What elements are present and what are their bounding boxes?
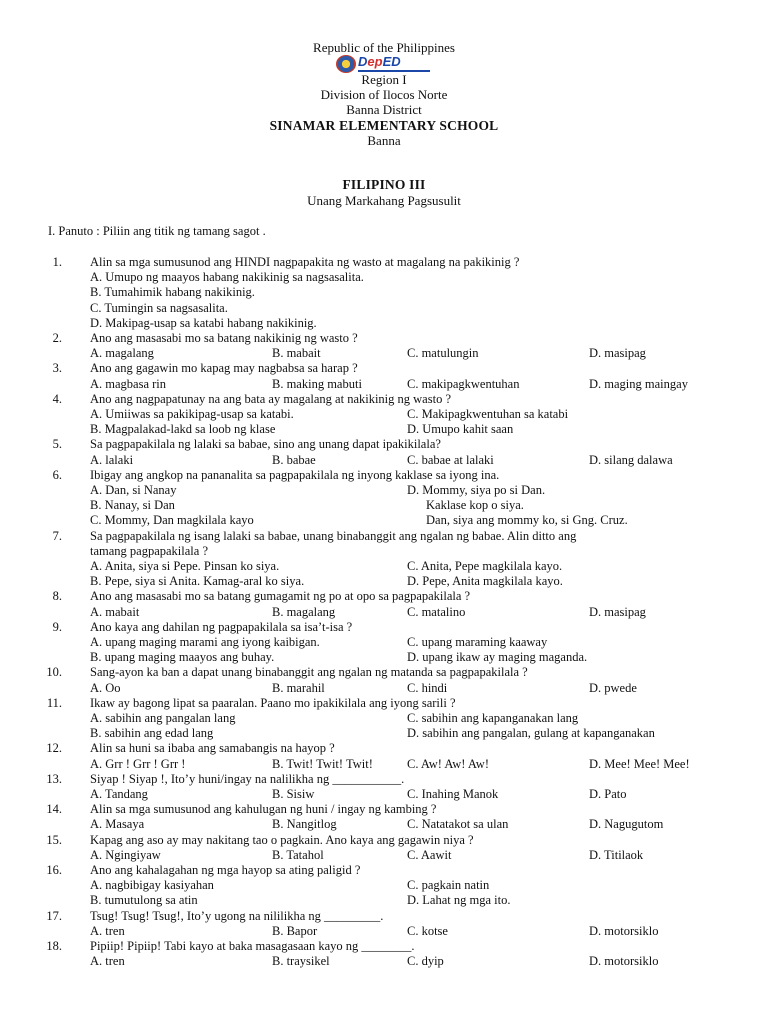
question-text: Ano ang nagpapatunay na ang bata ay magalang at nakikinig ng wasto ? [90,391,451,406]
choice: A. nagbibigay kasiyahan [90,878,214,893]
choice: A. sabihin ang pangalan lang [90,711,236,725]
choice: C. matalino [407,604,466,619]
question-number: 6. [52,467,62,482]
subject-title: FILIPINO III [342,177,426,192]
choice: D. maging maingay [589,376,688,391]
deped-logo [336,55,432,73]
choice: C. Mommy, Dan magkilala kayo [90,513,254,528]
question-text: Alin sa mga sumusunod ang HINDI nagpapakita ng wasto at magalang na pakikinig ? [90,255,520,269]
question-text: Siyap ! Siyap !, Ito’y huni/ingay na nalilikha ng ___________. [90,771,405,786]
question-text: Ikaw ay bagong lipat sa paaralan. Paano mo ipakikilala ang iyong sarili ? [90,695,456,710]
choice: B. mabait [272,346,321,361]
choice: C. Inahing Manok [407,787,499,801]
choice: B. Magpalakad-lakd sa loob ng klase [90,422,276,437]
choice: A. Ngingiyaw [90,847,161,862]
choice: D. Pepe, Anita magkilala kayo. [407,574,563,589]
question-text: Ano ang gagawin mo kapag may nagbabsa sa harap ? [90,361,358,376]
choice: A. Umupo ng maayos habang nakikinig sa nagsasalita. [90,270,364,285]
question-text: Ibigay ang angkop na pananalita sa pagpapakilala ng inyong kaklase sa iyong ina. [90,467,500,482]
choice: A. magbasa rin [90,376,167,391]
choice: B. Tumahimik habang nakikinig. [90,285,255,300]
instruction: I. Panuto : Piliin ang titik ng tamang sagot . [48,224,266,238]
seal-icon [336,55,356,73]
choice: D. silang dalawa [589,452,673,467]
choice: A. magalang [90,346,154,361]
question-text: Alin sa mga sumusunod ang kahulugan ng huni / ingay ng kambing ? [90,802,437,817]
question-text: Sang-ayon ka ban a dapat unang binabanggit ang ngalan ng matanda sa pagpapakilala ? [90,665,528,680]
region-line: Region I [361,72,407,87]
choice: D. masipag [589,604,646,619]
choice: B. magalang [272,604,336,619]
choice: A. Oo [90,680,121,695]
choice: C. Natatakot sa ulan [407,817,509,832]
choice: A. upang maging marami ang iyong kaibigan. [90,635,320,649]
choice: D. motorsiklo [589,923,659,938]
question-text: Sa pagpapakilala ng isang lalaki sa babae, unang binabanggit ang ngalan ng babae. Alin ditto ang [90,528,577,543]
choice: D. Umupo kahit saan [407,422,514,437]
question-text-cont: tamang pagpapakilala ? [90,543,208,558]
choice: D. pwede [589,680,637,695]
choice: D. Titilaok [589,847,644,862]
choice: Kaklase kop o siya. [426,498,524,513]
question-number: 1. [52,255,62,269]
republic-line: Republic of the Philippines [313,40,455,55]
question-number: 16. [46,863,62,877]
question-number: 2. [52,331,62,345]
question-number: 5. [52,437,62,452]
question-text: Kapag ang aso ay may nakitang tao o pagkain. Ano kaya ang gagawin niya ? [90,832,474,847]
choice: B. babae [272,452,316,467]
choice: A. Masaya [90,817,145,832]
choice: C. Aw! Aw! Aw! [407,756,489,771]
question-text: Sa pagpapakilala ng lalaki sa babae, sino ang unang dapat ipakikilala? [90,437,441,452]
choice: D. Makipag-usap sa katabi habang nakikinig. [90,315,317,330]
choice: C. pagkain natin [407,878,490,893]
logo-text: DepED [358,54,401,69]
choice: Dan, siya ang mommy ko, si Gng. Cruz. [426,513,628,528]
choice: A. tren [90,954,125,969]
exam-title: Unang Markahang Pagsusulit [307,193,461,208]
choice: C. kotse [407,923,448,938]
choice: C. upang maraming kaaway [407,635,548,649]
question-number: 11. [46,695,62,710]
choice: C. Anita, Pepe magkilala kayo. [407,559,563,573]
choice: C. makipagkwentuhan [407,376,520,391]
question-number: 9. [52,619,62,634]
choice: B. making mabuti [272,376,362,391]
choice: B. marahil [272,680,325,695]
question-number: 4. [52,391,62,406]
question-number: 13. [46,771,62,786]
choice: C. Tumingin sa nagsasalita. [90,300,228,315]
question-text: Ano ang masasabi mo sa batang nakikinig ng wasto ? [90,331,358,345]
question-number: 12. [46,741,62,756]
school-name: SINAMAR ELEMENTARY SCHOOL [269,118,499,133]
choice: D. masipag [589,346,646,361]
question-number: 18. [46,939,62,953]
choice: A. tren [90,923,125,938]
division-line: Division of Ilocos Norte [320,87,448,102]
choice: B. traysikel [272,954,330,969]
question-number: 10. [46,665,62,680]
choice: B. sabihin ang edad lang [90,726,214,741]
choice: B. Twit! Twit! Twit! [272,756,373,771]
choice: C. hindi [407,680,448,695]
district-line: Banna District [346,102,422,117]
question-text: Alin sa huni sa ibaba ang samabangis na hayop ? [90,741,335,756]
choice: C. babae at lalaki [407,452,494,467]
choice: C. matulungin [407,346,479,361]
question-text: Ano ang masasabi mo sa batang gumagamit ng po at opo sa pagpapakilala ? [90,589,471,604]
choice: D. Mommy, siya po si Dan. [407,483,546,497]
question-number: 8. [52,589,62,604]
choice: A. Umiiwas sa pakikipag-usap sa katabi. [90,407,294,421]
question-number: 15. [46,832,62,847]
choice: B. tumutulong sa atin [90,893,198,908]
choice: A. Tandang [90,787,148,801]
choice: D. Pato [589,787,627,801]
choice: D. motorsiklo [589,954,659,969]
question-number: 7. [52,528,62,543]
choice: B. Nanay, si Dan [90,498,175,513]
choice: D. Lahat ng mga ito. [407,893,511,908]
question-text: Ano kaya ang dahilan ng pagpapakilala sa isa’t-isa ? [90,619,353,634]
choice: A. Anita, siya si Pepe. Pinsan ko siya. [90,559,280,573]
choice: D. sabihin ang pangalan, gulang at kapanganakan [407,726,655,741]
question-text: Tsug! Tsug! Tsug!, Ito’y ugong na nililikha ng _________. [90,908,384,923]
choice: B. Pepe, siya si Anita. Kamag-aral ko siya. [90,574,305,589]
question-number: 14. [46,802,62,817]
choice: B. Bapor [272,923,318,938]
question-number: 17. [46,908,62,923]
choice: C. Makipagkwentuhan sa katabi [407,407,569,421]
choice: A. mabait [90,604,140,619]
question-text: Pipiip! Pipiip! Tabi kayo at baka masagasaan kayo ng ________. [90,939,415,953]
town-line: Banna [367,133,401,148]
choice: A. Grr ! Grr ! Grr ! [90,756,186,771]
choice: A. Dan, si Nanay [90,483,177,497]
choice: B. upang maging maayos ang buhay. [90,650,275,665]
choice: C. dyip [407,954,444,969]
choice: D. Mee! Mee! Mee! [589,756,690,771]
choice: C. sabihin ang kapanganakan lang [407,711,579,725]
choice: D. upang ikaw ay maging maganda. [407,650,588,665]
question-text: Ano ang kahalagahan ng mga hayop sa ating paligid ? [90,863,361,877]
choice: C. Aawit [407,847,452,862]
question-number: 3. [52,361,62,376]
choice: B. Sisiw [272,787,315,801]
choice: B. Tatahol [272,847,324,862]
choice: A. lalaki [90,452,134,467]
choice: B. Nangitlog [272,817,337,832]
choice: D. Nagugutom [589,817,664,832]
